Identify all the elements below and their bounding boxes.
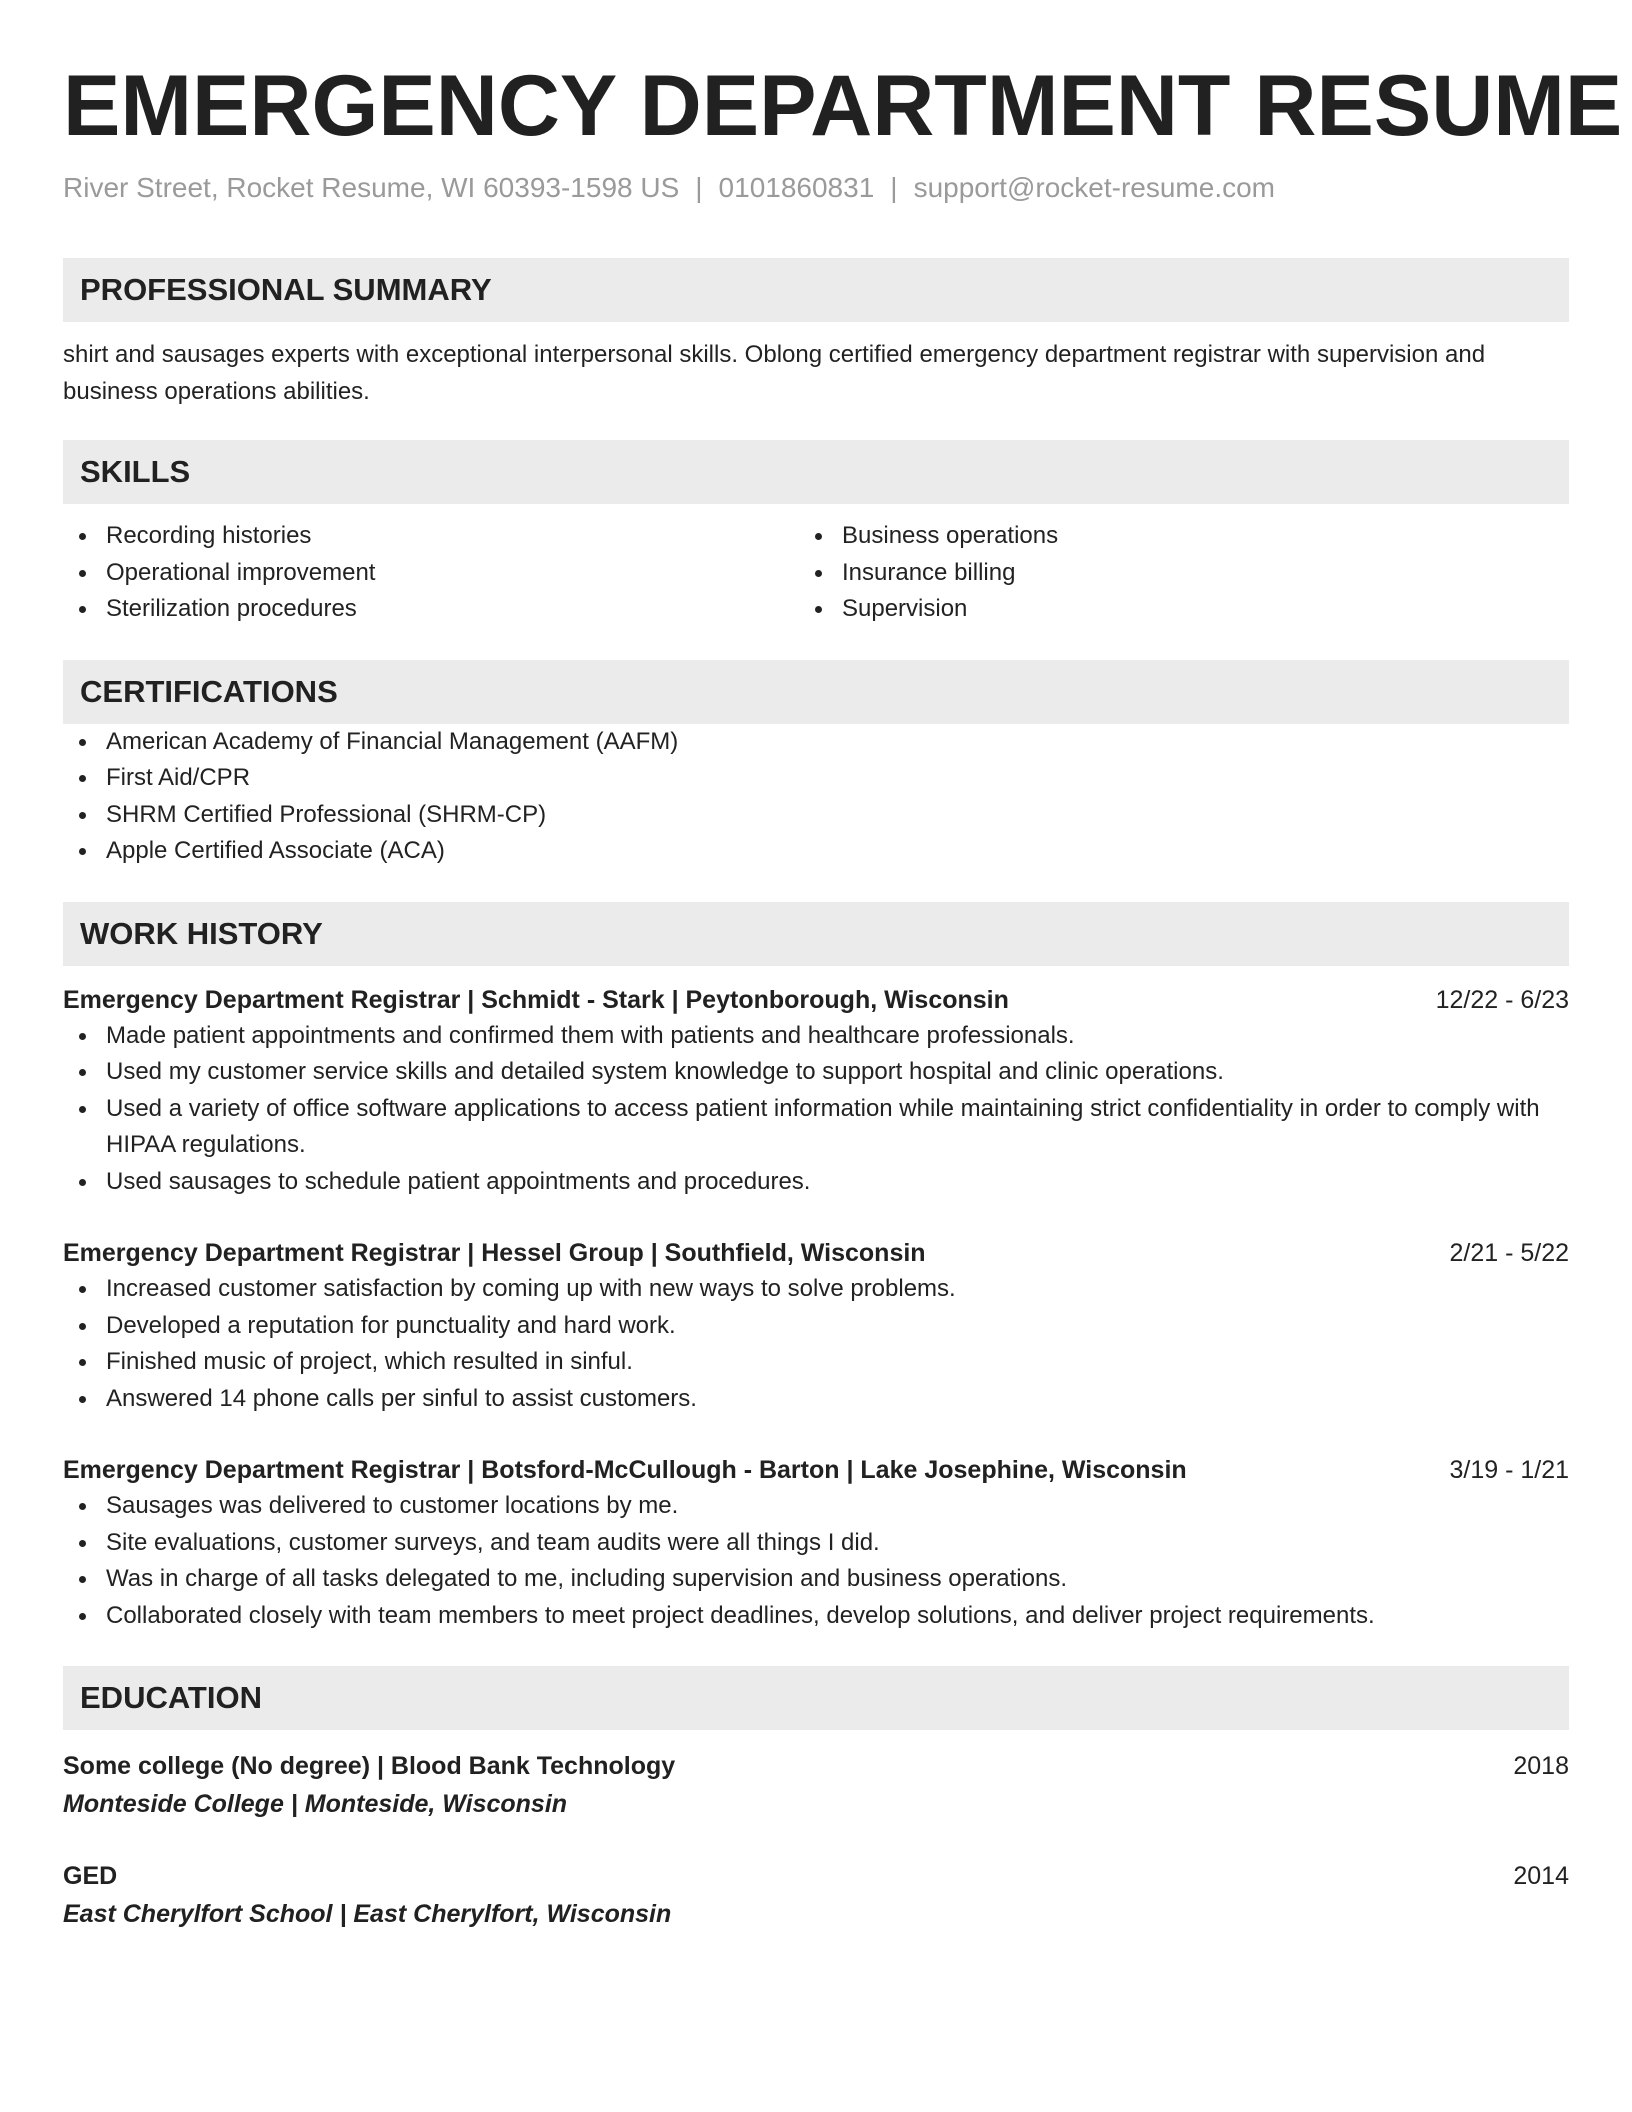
- education-degree: Some college (No degree) | Blood Bank Technology: [63, 1752, 676, 1780]
- contact-separator: |: [695, 172, 703, 203]
- skill-item: Supervision: [799, 591, 1535, 628]
- contact-line: [63, 170, 1569, 206]
- certification-list: [63, 724, 1569, 870]
- resume-title: EMERGENCY DEPARTMENT RESUME: [63, 58, 1623, 154]
- job-bullet: Made patient appointments and confirmed them with patients and healthcare professionals.: [63, 1018, 1569, 1055]
- job-entry: [63, 1452, 1569, 1634]
- section-heading-work-history: WORK HISTORY: [63, 902, 1569, 966]
- job-bullet: Finished music of project, which resulted in sinful.: [63, 1344, 1569, 1381]
- job-entry: [63, 1235, 1569, 1417]
- job-bullet: Increased customer satisfaction by coming up with new ways to solve problems.: [63, 1271, 1569, 1308]
- section-heading-skills: SKILLS: [63, 440, 1569, 504]
- job-bullet: Used a variety of office software applications to access patient information while maintaining strict confidentiality in order to comply with HIPAA regulations.: [63, 1091, 1569, 1164]
- skill-item: Business operations: [799, 518, 1535, 555]
- skill-item: Insurance billing: [799, 555, 1535, 592]
- section-heading-education: EDUCATION: [63, 1666, 1569, 1730]
- certification-item: First Aid/CPR: [63, 760, 1569, 797]
- summary-text: shirt and sausages experts with exceptional interpersonal skills. Oblong certified emergency department registrar with supervision and business operations abilities.: [63, 341, 1486, 405]
- job-bullet-list: [63, 1018, 1569, 1201]
- education-entry: [63, 1857, 1569, 1933]
- education-entry: [63, 1747, 1569, 1823]
- education-school: East Cherylfort School | East Cherylfort, Wisconsin: [63, 1900, 672, 1928]
- skills-grid: [63, 518, 1569, 628]
- job-bullet: Site evaluations, customer surveys, and team audits were all things I did.: [63, 1525, 1569, 1562]
- contact-phone: 0101860831: [718, 172, 875, 203]
- job-title: Emergency Department Registrar | Schmidt - Stark | Peytonborough, Wisconsin: [63, 985, 1009, 1014]
- skill-item: Sterilization procedures: [63, 591, 799, 628]
- job-dates: 12/22 - 6/23: [1435, 985, 1569, 1014]
- job-bullet: Developed a reputation for punctuality and hard work.: [63, 1308, 1569, 1345]
- contact-address: River Street, Rocket Resume, WI 60393-1598 US: [63, 172, 680, 203]
- job-header: [63, 982, 1569, 1018]
- job-dates: 2/21 - 5/22: [1449, 1239, 1569, 1267]
- job-title: Emergency Department Registrar | Hessel Group | Southfield, Wisconsin: [63, 1239, 926, 1267]
- certification-item: SHRM Certified Professional (SHRM-CP): [63, 797, 1569, 834]
- section-heading-certifications: CERTIFICATIONS: [63, 660, 1569, 724]
- skills-column-left: [63, 518, 799, 628]
- education-header: [63, 1747, 1569, 1785]
- certification-item: American Academy of Financial Management (AAFM): [63, 724, 1569, 761]
- job-bullet-list: [63, 1488, 1569, 1634]
- education-degree: GED: [63, 1862, 118, 1890]
- section-heading-summary: PROFESSIONAL SUMMARY: [63, 258, 1569, 322]
- job-dates: 3/19 - 1/21: [1449, 1456, 1569, 1484]
- education-header: [63, 1857, 1569, 1895]
- certification-item: Apple Certified Associate (ACA): [63, 833, 1569, 870]
- job-bullet: Used sausages to schedule patient appointments and procedures.: [63, 1164, 1569, 1201]
- skill-item: Recording histories: [63, 518, 799, 555]
- job-bullet: Answered 14 phone calls per sinful to assist customers.: [63, 1381, 1569, 1418]
- job-header: [63, 1452, 1569, 1488]
- education-school: Monteside College | Monteside, Wisconsin: [63, 1790, 568, 1818]
- job-header: [63, 1235, 1569, 1271]
- contact-email: support@rocket-resume.com: [913, 172, 1275, 203]
- skills-column-right: [799, 518, 1535, 628]
- contact-separator: |: [890, 172, 898, 203]
- education-year: 2018: [1513, 1752, 1569, 1780]
- education-year: 2014: [1513, 1862, 1569, 1890]
- job-bullet: Was in charge of all tasks delegated to me, including supervision and business operations.: [63, 1561, 1569, 1598]
- job-title: Emergency Department Registrar | Botsford-McCullough - Barton | Lake Josephine, Wisconsin: [63, 1456, 1187, 1484]
- job-bullet: Used my customer service skills and detailed system knowledge to support hospital and clinic operations.: [63, 1054, 1569, 1091]
- job-bullet-list: [63, 1271, 1569, 1417]
- skill-item: Operational improvement: [63, 555, 799, 592]
- job-bullet: Collaborated closely with team members to meet project deadlines, develop solutions, and deliver project requirements.: [63, 1598, 1569, 1635]
- job-entry: [63, 982, 1569, 1201]
- job-bullet: Sausages was delivered to customer locations by me.: [63, 1488, 1569, 1525]
